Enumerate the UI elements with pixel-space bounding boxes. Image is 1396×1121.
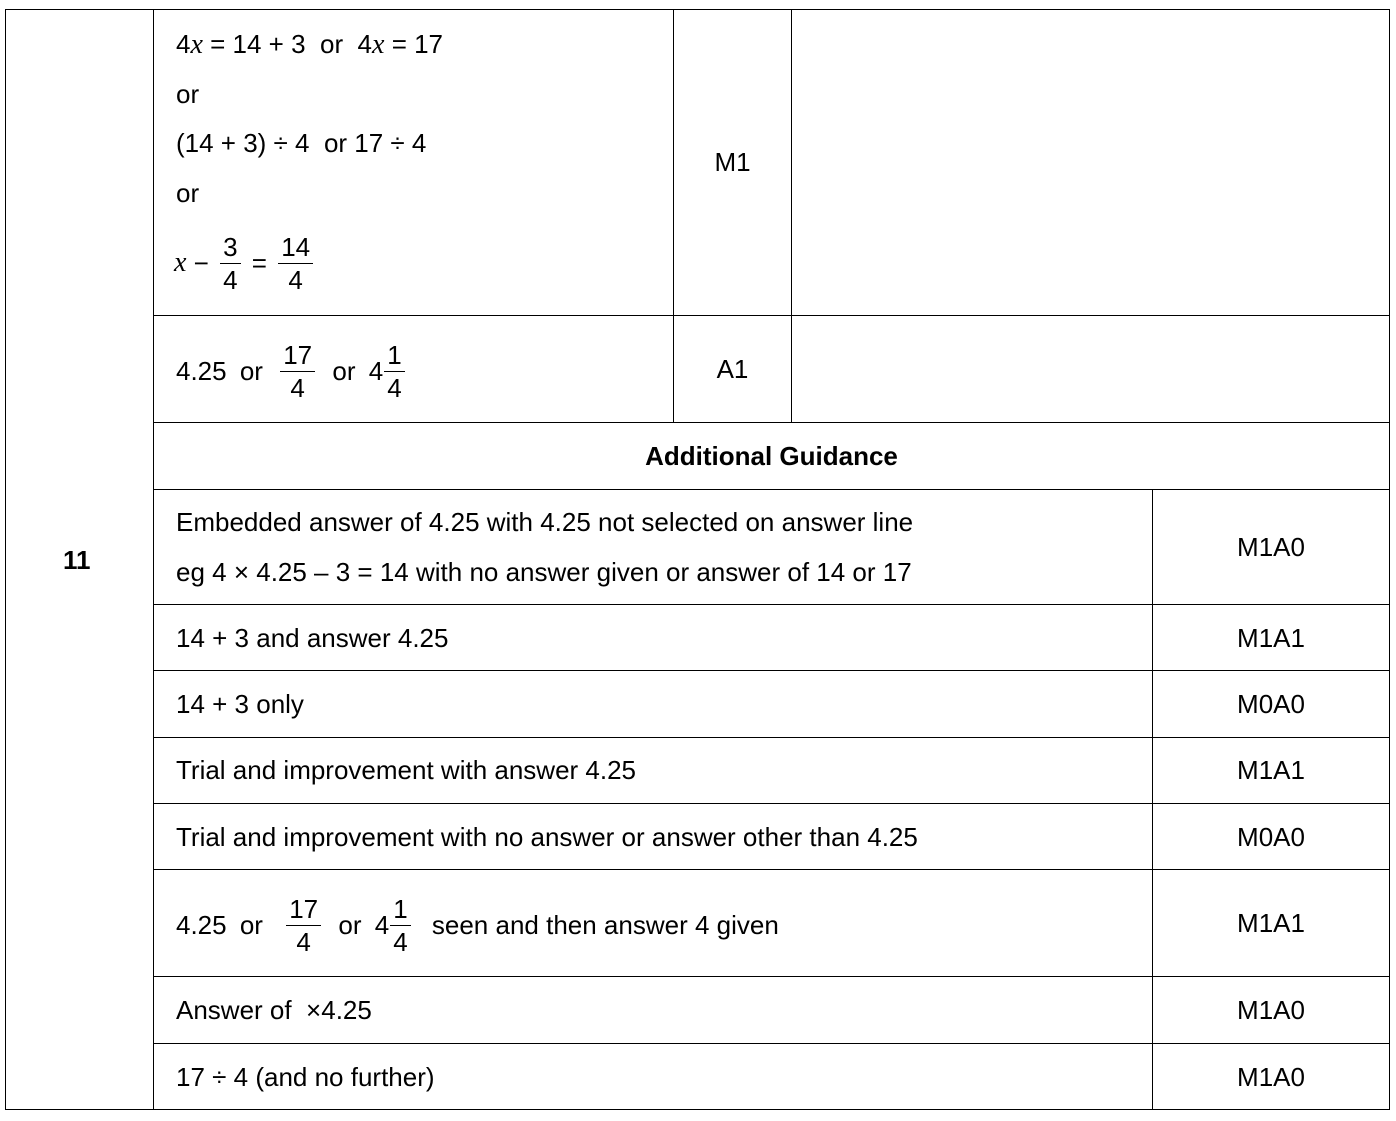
method-line-equation — [176, 29, 443, 60]
fraction-denominator: 4 — [296, 926, 311, 957]
fraction — [280, 339, 315, 404]
equals-sign: = — [244, 248, 275, 279]
guidance-mark: M0A0 — [1237, 822, 1305, 852]
guidance-text: Embedded answer of 4.25 with 4.25 not selected on answer line — [176, 507, 914, 537]
row-divider — [153, 1043, 1389, 1044]
mark-column-divider — [791, 9, 792, 422]
answer-or: or — [239, 910, 263, 941]
guidance-heading: Additional Guidance — [645, 441, 898, 471]
fraction-denominator: 4 — [387, 372, 402, 403]
question-number: 11 — [63, 545, 91, 575]
mixed-whole: 4 — [374, 910, 390, 941]
answer-line — [176, 336, 409, 404]
equation-part: = 17 — [384, 29, 444, 59]
row-divider — [153, 489, 1389, 490]
mark-m1: M1 — [714, 147, 751, 177]
row-divider — [153, 976, 1389, 977]
variable-x: x — [190, 29, 203, 60]
fraction-numerator: 1 — [390, 893, 410, 926]
row-divider — [153, 869, 1389, 870]
answer-or: or — [332, 356, 356, 387]
fraction-numerator: 17 — [286, 893, 321, 926]
table-border-top — [5, 9, 1389, 10]
guidance-text: eg 4 × 4.25 – 3 = 14 with no answer given or answer of 14 or 17 — [176, 557, 912, 587]
method-or: or — [176, 79, 200, 109]
row-divider — [153, 803, 1389, 804]
row-divider — [153, 604, 1389, 605]
table-border-left — [5, 9, 6, 1110]
equation-part: = 14 + 3 or 4 — [202, 29, 373, 59]
guidance-text: Trial and improvement with answer 4.25 — [176, 755, 637, 785]
variable-x: x — [372, 29, 385, 60]
answer-or: or — [338, 910, 362, 941]
guidance-text: 17 ÷ 4 (and no further) — [176, 1062, 435, 1092]
row-divider — [153, 670, 1389, 671]
fraction-denominator: 4 — [393, 926, 408, 957]
answer-decimal: 4.25 — [176, 356, 227, 387]
table-border-bottom — [5, 1109, 1389, 1110]
fraction — [278, 231, 313, 296]
fraction-numerator: 3 — [220, 231, 240, 264]
fraction-numerator: 14 — [278, 231, 313, 264]
fraction — [384, 339, 404, 404]
table-border-right — [1389, 9, 1390, 1110]
method-or: or — [176, 178, 200, 208]
mark-a1: A1 — [716, 354, 749, 384]
question-column-divider — [153, 9, 154, 1110]
guidance-text: Trial and improvement with no answer or answer other than 4.25 — [176, 822, 918, 852]
guidance-mark: M1A0 — [1237, 1062, 1305, 1092]
guidance-mark: M1A0 — [1237, 532, 1305, 562]
row-divider — [153, 422, 1389, 423]
guidance-mark: M1A1 — [1237, 908, 1305, 938]
fraction — [220, 231, 240, 296]
row-divider — [153, 737, 1389, 738]
method-line-division: (14 + 3) ÷ 4 or 17 ÷ 4 — [176, 128, 427, 158]
guidance-fraction-row — [176, 890, 779, 958]
guidance-text: 14 + 3 and answer 4.25 — [176, 623, 449, 653]
method-line-fraction-equation — [174, 228, 317, 296]
guidance-suffix: seen and then answer 4 given — [431, 910, 779, 941]
fraction-numerator: 17 — [280, 339, 315, 372]
variable-x: x — [174, 247, 187, 279]
fraction — [286, 893, 321, 958]
fraction-numerator: 1 — [384, 339, 404, 372]
row-divider — [153, 315, 1389, 316]
coefficient: 4 — [176, 29, 191, 59]
guidance-mark: M0A0 — [1237, 689, 1305, 719]
guidance-mark: M1A0 — [1237, 995, 1305, 1025]
minus-sign: − — [186, 248, 217, 279]
fraction-denominator: 4 — [288, 264, 303, 295]
answer-or: or — [239, 356, 263, 387]
mixed-whole: 4 — [368, 356, 384, 387]
guidance-mark: M1A1 — [1237, 755, 1305, 785]
guidance-text: 14 + 3 only — [176, 689, 304, 719]
fraction-denominator: 4 — [223, 264, 238, 295]
answer-decimal: 4.25 — [176, 910, 227, 941]
fraction-denominator: 4 — [290, 372, 305, 403]
guidance-text: Answer of ×4.25 — [176, 995, 372, 1025]
fraction — [390, 893, 410, 958]
guidance-mark: M1A1 — [1237, 623, 1305, 653]
